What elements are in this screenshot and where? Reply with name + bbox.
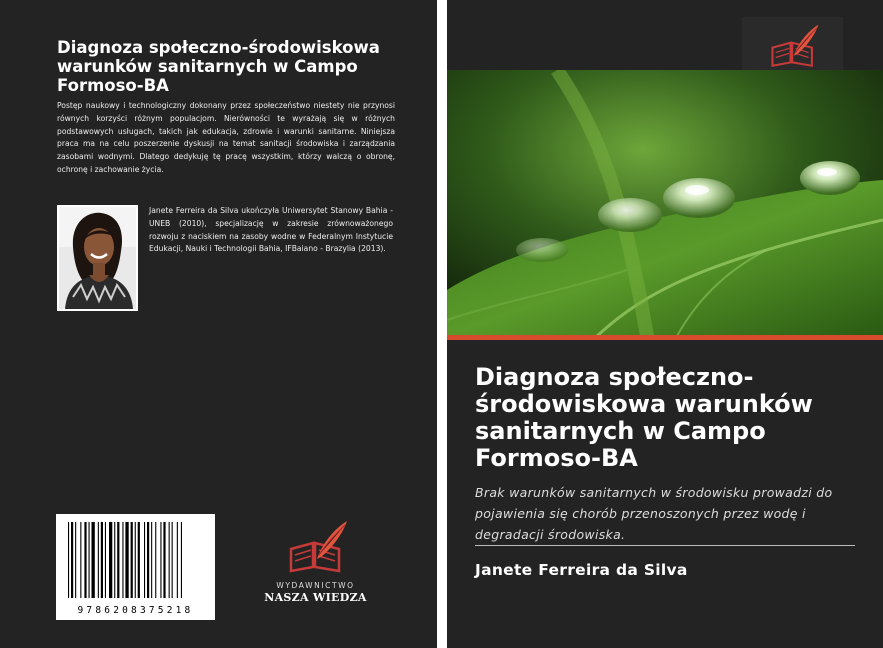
barcode-bar bbox=[101, 522, 103, 598]
barcode-bar bbox=[151, 522, 152, 598]
barcode-bar bbox=[135, 522, 136, 598]
barcode-bar bbox=[147, 522, 149, 598]
barcode-bar bbox=[84, 522, 86, 598]
author-bio: Janete Ferreira da Silva ukończyła Uniwersytet Stanowy Bahia - UNEB (2010), specjalizację w zakresie zrównoważonego rozwoju z naciskiem na zasoby wodne w Federalnym Instytucie Edukacji, Nauki i Technologii Bahia, IFBaiano - Brazylia (2013). bbox=[149, 206, 393, 254]
barcode-bar bbox=[155, 522, 156, 598]
barcode-bar bbox=[131, 522, 133, 598]
publisher-logo-back bbox=[258, 519, 373, 604]
barcode-bar bbox=[92, 522, 95, 598]
book-feather-logo-icon bbox=[281, 519, 351, 575]
publisher-small: WYDAWNICTWO bbox=[276, 581, 355, 590]
back-cover bbox=[0, 0, 437, 648]
barcode-bar bbox=[160, 522, 161, 598]
isbn-number: 9786208375218 bbox=[77, 605, 194, 616]
front-cover bbox=[447, 0, 883, 648]
barcode-bar bbox=[181, 522, 182, 598]
isbn-barcode bbox=[56, 514, 215, 620]
barcode-bar bbox=[138, 522, 140, 598]
accent-bar bbox=[447, 335, 883, 340]
barcode-bar bbox=[68, 522, 69, 598]
spine bbox=[437, 0, 447, 648]
back-description: Postęp naukowy i technologiczny dokonany przez społeczeństwo niestety nie przynosi równych korzyści różnym populacjom. Nierówności te wyrażają się w różnych podstawowych usługach, takich jak edukacja, zdrowie i warunki sanitarne. Niniejsza praca ma na celu poszerzenie dyskusji na temat sanitacji środowiska i zarządzania zasobami wodnymi. Dlatego dedykuję tę pracę wszystkim, którzy walczą o obronę, ochronę i zachowanie życia. bbox=[57, 101, 395, 174]
barcode-bar bbox=[177, 522, 178, 598]
front-subtitle: Brak warunków sanitarnych w środowisku prowadzi do pojawienia się chorób przenoszonych przez wodę i degradacji środowiska. bbox=[475, 485, 833, 542]
barcode-bar bbox=[109, 522, 112, 598]
barcode-bar bbox=[163, 522, 165, 598]
barcode-bar bbox=[98, 522, 99, 598]
barcode-bar bbox=[122, 522, 123, 598]
barcode-bar bbox=[172, 522, 173, 598]
barcode-bar bbox=[125, 522, 128, 598]
barcode-bar bbox=[117, 522, 119, 598]
book-feather-logo-icon bbox=[764, 23, 822, 69]
divider bbox=[475, 545, 855, 546]
barcode-bar bbox=[114, 522, 115, 598]
barcode-bar bbox=[75, 522, 76, 598]
publisher-name: NASZA WIEDZA bbox=[264, 591, 367, 604]
barcode-bar bbox=[105, 522, 106, 598]
barcode-bar bbox=[71, 522, 73, 598]
back-title: Diagnoza społeczno-środowiskowa warunków sanitarnych w Campo Formoso-BA bbox=[57, 38, 380, 95]
front-author: Janete Ferreira da Silva bbox=[475, 561, 688, 579]
barcode-bar bbox=[89, 522, 90, 598]
author-photo bbox=[57, 205, 138, 311]
barcode-bar bbox=[80, 522, 81, 598]
front-title: Diagnoza społeczno-środowiskowa warunków sanitarnych w Campo Formoso-BA bbox=[475, 363, 813, 472]
barcode-bar bbox=[144, 522, 145, 598]
barcode-bar bbox=[169, 522, 170, 598]
cover-photo-leaf-droplets bbox=[447, 70, 883, 336]
